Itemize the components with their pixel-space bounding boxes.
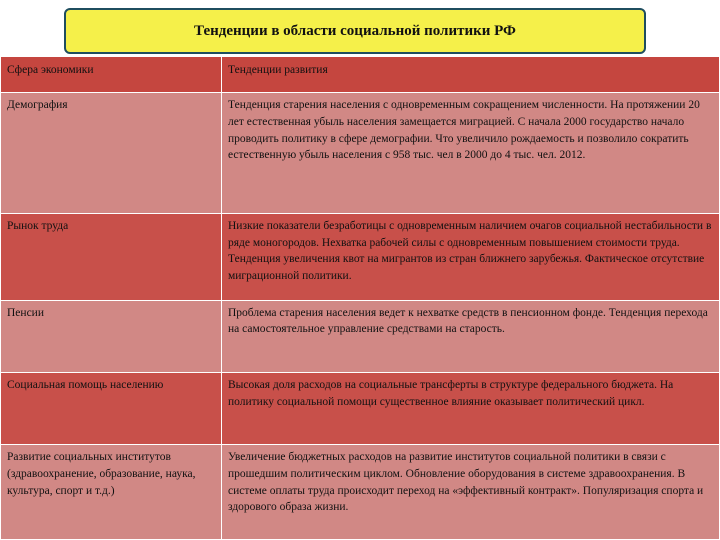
row-sphere: Социальная помощь населению [1, 372, 222, 444]
table-row [1, 300, 720, 372]
header-trend: Тенденции развития [222, 57, 720, 93]
row-trend: Низкие показатели безработицы с одновременным наличием очагов социальной нестабильности в ряде моногородов. Нехватка рабочей силы с одновременным повышением стоимости труда. Тенденция увеличения квот на мигрантов из стран ближнего зарубежья. Фактическое отсутствие миграционной политики. [222, 213, 720, 300]
row-sphere: Пенсии [1, 300, 222, 372]
row-sphere: Рынок труда [1, 213, 222, 300]
table-row [1, 372, 720, 444]
table-header-row [1, 57, 720, 93]
row-trend: Высокая доля расходов на социальные трансферты в структуре федерального бюджета. На политику социальной помощи существенное влияние оказывает политический цикл. [222, 372, 720, 444]
table-row [1, 445, 720, 540]
header-sphere: Сфера экономики [1, 57, 222, 93]
row-trend: Тенденция старения населения с одновременным сокращением численности. На протяжении 20 лет естественная убыль населения замещается миграцией. С начала 2000 государство начало проводить политику в сфере демографии. Что увеличило рождаемость и позволило сократить естественную убыль населения с 958 тыс. чел в 2000 до 4 тыс. чел. 2012. [222, 93, 720, 214]
slide-title-text: Тенденции в области социальной политики РФ [194, 22, 516, 39]
trends-table [0, 56, 720, 540]
slide-title [64, 8, 646, 54]
row-trend: Увеличение бюджетных расходов на развитие институтов социальной политики в связи с прошедшим политическим циклом. Обновление оборудования в системе здравоохранения. В системе оплаты труда происходит переход на «эффективный контракт». Популяризация спорта и здорового образа жизни. [222, 445, 720, 540]
table-row [1, 93, 720, 214]
table-row [1, 213, 720, 300]
row-sphere: Демография [1, 93, 222, 214]
row-sphere: Развитие социальных институтов (здравоохранение, образование, наука, культура, спорт и т.д.) [1, 445, 222, 540]
row-trend: Проблема старения населения ведет к нехватке средств в пенсионном фонде. Тенденция перехода на самостоятельное управление средствами на старость. [222, 300, 720, 372]
